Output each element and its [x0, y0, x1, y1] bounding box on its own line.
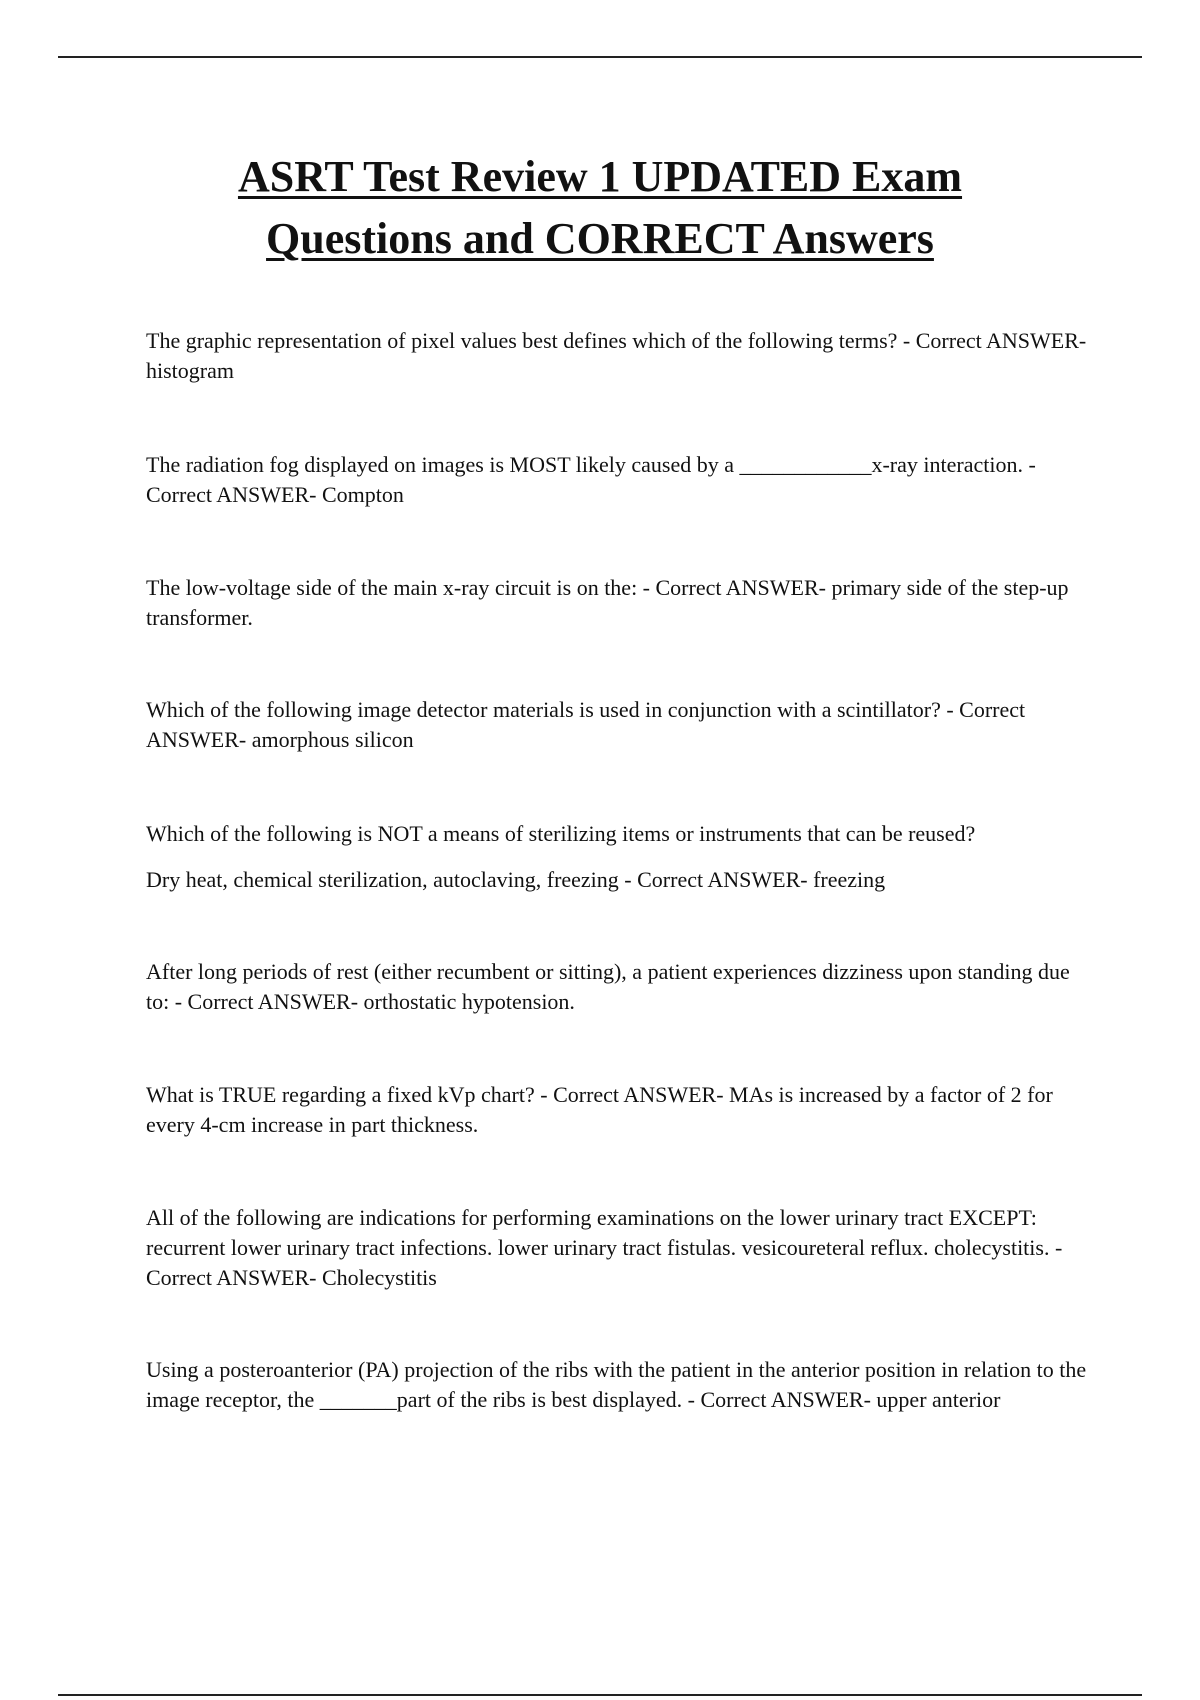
qa-text: Using a posteroanterior (PA) projection of the ribs with the patient in the anterior position in relation to the image receptor, the _______part of the ribs is best displayed. - Correct ANSWER- upper anterior — [146, 1357, 1087, 1412]
bottom-rule — [58, 1694, 1142, 1696]
qa-item-5 — [146, 819, 1096, 895]
qa-text: After long periods of rest (either recumbent or sitting), a patient experiences dizziness upon standing due to: - Correct ANSWER- orthostatic hypotension. — [146, 959, 1070, 1014]
title-line-1: ASRT Test Review 1 UPDATED Exam — [237, 152, 963, 201]
qa-item-9 — [146, 1355, 1096, 1415]
qa-text: The radiation fog displayed on images is MOST likely caused by a ____________x-ray interaction. - Correct ANSWER- Compton — [146, 452, 1036, 507]
qa-text-options: Dry heat, chemical sterilization, autoclaving, freezing - Correct ANSWER- freezing — [146, 867, 886, 892]
title-line-2: Questions and CORRECT Answers — [266, 214, 934, 263]
qa-text: All of the following are indications for performing examinations on the lower urinary tract EXCEPT: recurrent lower urinary tract infections. lower urinary tract fistulas. vesicoureteral reflux. cholecystitis. - Correct ANSWER- Cholecystitis — [146, 1205, 1063, 1290]
qa-text: What is TRUE regarding a fixed kVp chart? - Correct ANSWER- MAs is increased by a factor of 2 for every 4-cm increase in part thickness. — [146, 1082, 1053, 1137]
document-title — [0, 146, 1200, 270]
qa-item-2 — [146, 450, 1096, 510]
qa-item-4 — [146, 695, 1096, 755]
top-rule — [58, 56, 1142, 58]
qa-text: The graphic representation of pixel values best defines which of the following terms? - Correct ANSWER- histogram — [146, 328, 1087, 383]
qa-item-8 — [146, 1203, 1096, 1293]
qa-item-3 — [146, 573, 1096, 633]
qa-text: Which of the following is NOT a means of sterilizing items or instruments that can be reused? — [146, 821, 976, 846]
qa-item-6 — [146, 957, 1096, 1017]
qa-text: Which of the following image detector materials is used in conjunction with a scintillator? - Correct ANSWER- amorphous silicon — [146, 697, 1026, 752]
qa-text: The low-voltage side of the main x-ray circuit is on the: - Correct ANSWER- primary side of the step-up transformer. — [146, 575, 1069, 630]
qa-item-7 — [146, 1080, 1096, 1140]
qa-item-1 — [146, 326, 1096, 386]
